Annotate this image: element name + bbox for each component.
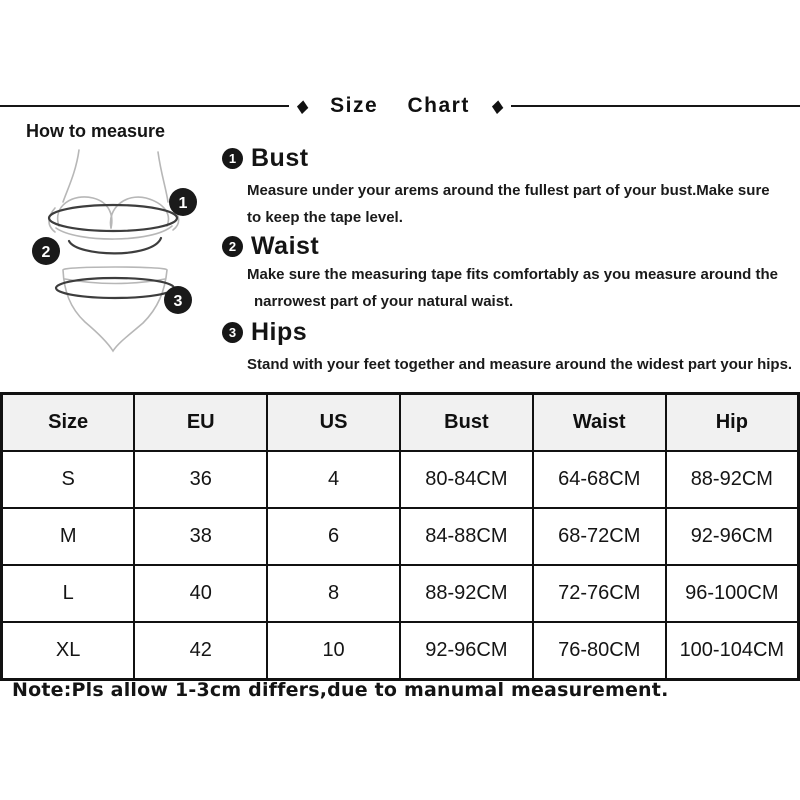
step-hips-description [247, 351, 794, 378]
step-3-badge: 3 [222, 322, 243, 343]
cell-eu: 38 [134, 508, 267, 565]
step-hips-line-1: Stand with your feet together and measure around the widest part your hips. [247, 356, 793, 373]
col-header-bust: Bust [400, 394, 533, 452]
cell-bust: 92-96CM [400, 622, 533, 680]
waist-tape-line [69, 238, 161, 253]
step-waist-description [247, 261, 794, 315]
measure-step-waist [222, 232, 794, 315]
cell-us: 10 [267, 622, 400, 680]
step-bust-line-2: to keep the tape level. [247, 209, 403, 226]
measure-step-hips [222, 318, 794, 378]
cell-size: M [2, 508, 135, 565]
note-text: Note:Pls allow 1-3cm differs,due to manumal measurement. [12, 679, 669, 701]
measure-point-3-badge [164, 286, 192, 314]
col-header-waist: Waist [533, 394, 666, 452]
cell-us: 4 [267, 451, 400, 508]
title-right-rule [511, 105, 800, 107]
title-left-rule [0, 105, 289, 107]
cell-bust: 88-92CM [400, 565, 533, 622]
cell-waist: 72-76CM [533, 565, 666, 622]
bikini-top-outline [49, 150, 179, 239]
cell-eu: 40 [134, 565, 267, 622]
step-waist-title: Waist [251, 232, 320, 260]
table-row-m [2, 508, 799, 565]
measure-point-1-badge [169, 188, 197, 216]
cell-eu: 42 [134, 622, 267, 680]
table-row-xl [2, 622, 799, 680]
step-bust-title: Bust [251, 144, 309, 172]
page-title: Size Chart [330, 94, 470, 117]
col-header-hip: Hip [666, 394, 799, 452]
cell-size: XL [2, 622, 135, 680]
size-table-header-row [2, 394, 799, 452]
cell-hip: 96-100CM [666, 565, 799, 622]
step-bust-heading [222, 144, 794, 173]
cell-size: L [2, 565, 135, 622]
cell-hip: 92-96CM [666, 508, 799, 565]
cell-size: S [2, 451, 135, 508]
step-bust-line-1: Measure under your arems around the fullest part of your bust.Make sure [247, 182, 770, 199]
cell-us: 6 [267, 508, 400, 565]
table-row-l [2, 565, 799, 622]
step-waist-heading [222, 232, 794, 261]
col-header-eu: EU [134, 394, 267, 452]
col-header-us: US [267, 394, 400, 452]
measure-point-2-number: 2 [41, 244, 51, 261]
cell-waist: 76-80CM [533, 622, 666, 680]
how-to-measure-heading: How to measure [26, 121, 166, 141]
size-chart-table [0, 392, 800, 681]
measure-point-1-number: 1 [178, 195, 188, 212]
step-bust-description [247, 177, 794, 231]
bikini-measure-figure [15, 138, 225, 370]
step-waist-line-2: narrowest part of your natural waist. [254, 293, 514, 310]
measure-step-bust [222, 144, 794, 231]
step-1-badge: 1 [222, 148, 243, 169]
step-hips-title: Hips [251, 318, 308, 346]
step-2-badge: 2 [222, 236, 243, 257]
diamond-icon-right: ◆ [491, 95, 505, 117]
col-header-size: Size [2, 394, 135, 452]
cell-bust: 80-84CM [400, 451, 533, 508]
measure-point-2-badge [32, 237, 60, 265]
bust-tape-line [49, 205, 177, 231]
step-waist-line-1: Make sure the measuring tape fits comfortably as you measure around the [247, 266, 778, 283]
cell-eu: 36 [134, 451, 267, 508]
page-title-row [0, 93, 800, 119]
measure-point-3-number: 3 [173, 293, 183, 310]
hip-tape-line [56, 278, 174, 298]
cell-bust: 84-88CM [400, 508, 533, 565]
cell-waist: 68-72CM [533, 508, 666, 565]
cell-waist: 64-68CM [533, 451, 666, 508]
cell-us: 8 [267, 565, 400, 622]
cell-hip: 100-104CM [666, 622, 799, 680]
step-hips-heading [222, 318, 794, 347]
cell-hip: 88-92CM [666, 451, 799, 508]
table-row-s [2, 451, 799, 508]
diamond-icon-left: ◆ [295, 95, 310, 117]
